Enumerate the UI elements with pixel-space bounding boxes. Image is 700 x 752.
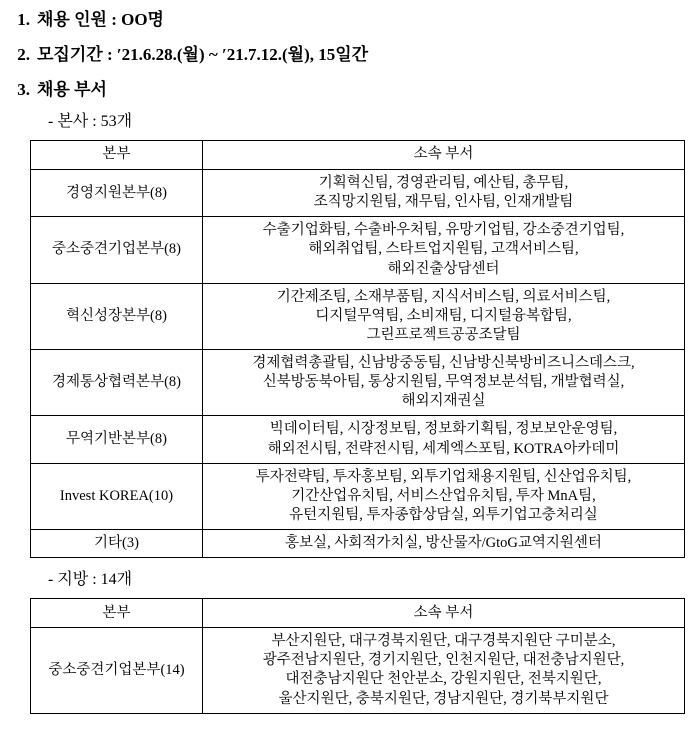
department-line: 그린프로젝트공공조달팀 (366, 326, 521, 343)
department-list (203, 530, 685, 558)
subheading-head-office: - 본사 : 53개 (48, 113, 133, 130)
table-row (31, 350, 685, 416)
table-row (31, 217, 685, 283)
department-line: 경제협력총괄팀, 신남방중동팀, 신남방신북방비즈니스데스크, (252, 355, 635, 371)
numbered-list (0, 10, 700, 100)
table-row (31, 283, 685, 349)
column-header-departments: 소속 부서 (203, 141, 685, 170)
department-list (203, 416, 685, 463)
department-line: 대전충남지원단 천안분소, 강원지원단, 전북지원단, (285, 671, 602, 688)
table-row (31, 463, 685, 529)
department-line: 신북방동북아팀, 통상지원팀, 무역정보분석팀, 개발협력실, (262, 374, 625, 391)
department-line: 디지털무역팀, 소비재팀, 디지털융복합팀, (315, 307, 572, 324)
department-line: 해외지재권실 (401, 393, 486, 410)
department-list (203, 350, 685, 416)
list-marker: 3. (17, 80, 30, 99)
department-line: 기간산업유치팀, 서비스산업유치팀, 투자 MnA팀, (291, 487, 596, 504)
department-line: 울산지원단, 충북지원단, 경남지원단, 경기북부지원단 (278, 690, 609, 707)
department-line: 홍보실, 사회적가치실, 방산물자/GtoG교역지원센터 (285, 535, 602, 551)
department-list (203, 170, 685, 217)
department-line: 광주전남지원단, 경기지원단, 인천지원단, 대전충남지원단, (262, 652, 625, 669)
department-line: 빅데이터팀, 시장정보팀, 정보화기획팀, 정보보안운영팀, (269, 421, 618, 438)
division-name: 경영지원본부(8) (31, 170, 203, 217)
division-name: 경제통상협력본부(8) (31, 350, 203, 416)
department-list (203, 283, 685, 349)
department-list (203, 628, 685, 714)
subheading-local: - 지방 : 14개 (48, 571, 133, 589)
document-page (0, 10, 700, 752)
list-item-text: 채용 부서 (37, 80, 107, 99)
department-line: 수출기업화팀, 수출바우처팀, 유망기업팀, 강소중견기업팀, (262, 222, 625, 239)
department-line: 해외진출상담센터 (387, 260, 500, 277)
division-name: 무역기반본부(8) (31, 416, 203, 463)
division-name: 중소중견기업본부(14) (31, 628, 203, 714)
table-header-row (31, 599, 685, 628)
table-header-row (31, 141, 685, 170)
list-marker: 2. (17, 45, 30, 64)
table-row (31, 628, 685, 714)
department-line: 부산지원단, 대구경북지원단, 대구경북지원단 구미분소, (271, 633, 616, 650)
local-department-table (30, 598, 685, 714)
column-header-division: 본부 (31, 599, 203, 628)
department-list (203, 217, 685, 283)
division-name: Invest KOREA(10) (31, 463, 203, 529)
table-row (31, 170, 685, 217)
department-line: 해외취업팀, 스타트업지원팀, 고객서비스팀, (308, 241, 579, 258)
department-line: 기간제조팀, 소재부품팀, 지식서비스팀, 의료서비스팀, (276, 288, 611, 305)
department-line: 해외전시팀, 전략전시팀, 세계엑스포팀, KOTRA아카데미 (267, 440, 620, 457)
head-office-department-table (30, 140, 685, 558)
list-item-text: 채용 인원 : OO명 (37, 10, 164, 29)
department-line: 조직망지원팀, 재무팀, 인사팀, 인재개발팀 (313, 194, 574, 211)
department-line: 유턴지원팀, 투자종합상담실, 외투기업고충처리실 (289, 506, 598, 523)
division-name: 중소중견기업본부(8) (31, 217, 203, 283)
division-name: 혁신성장본부(8) (31, 283, 203, 349)
department-line: 투자전략팀, 투자홍보팀, 외투기업채용지원팀, 신산업유치팀, (255, 468, 632, 485)
list-item-recruit-count (0, 10, 700, 30)
division-name: 기타(3) (31, 530, 203, 558)
column-header-departments: 소속 부서 (203, 599, 685, 628)
table-row (31, 530, 685, 558)
list-item-recruit-dept (0, 80, 700, 100)
list-marker: 1. (17, 10, 30, 29)
department-line: 기획혁신팀, 경영관리팀, 예산팀, 총무팀, (318, 175, 569, 191)
column-header-division: 본부 (31, 141, 203, 170)
list-item-text: 모집기간 : ′21.6.28.(월) ~ ′21.7.12.(월), 15일간 (37, 45, 369, 64)
table-row (31, 416, 685, 463)
department-list (203, 463, 685, 529)
list-item-recruit-period (0, 45, 700, 65)
